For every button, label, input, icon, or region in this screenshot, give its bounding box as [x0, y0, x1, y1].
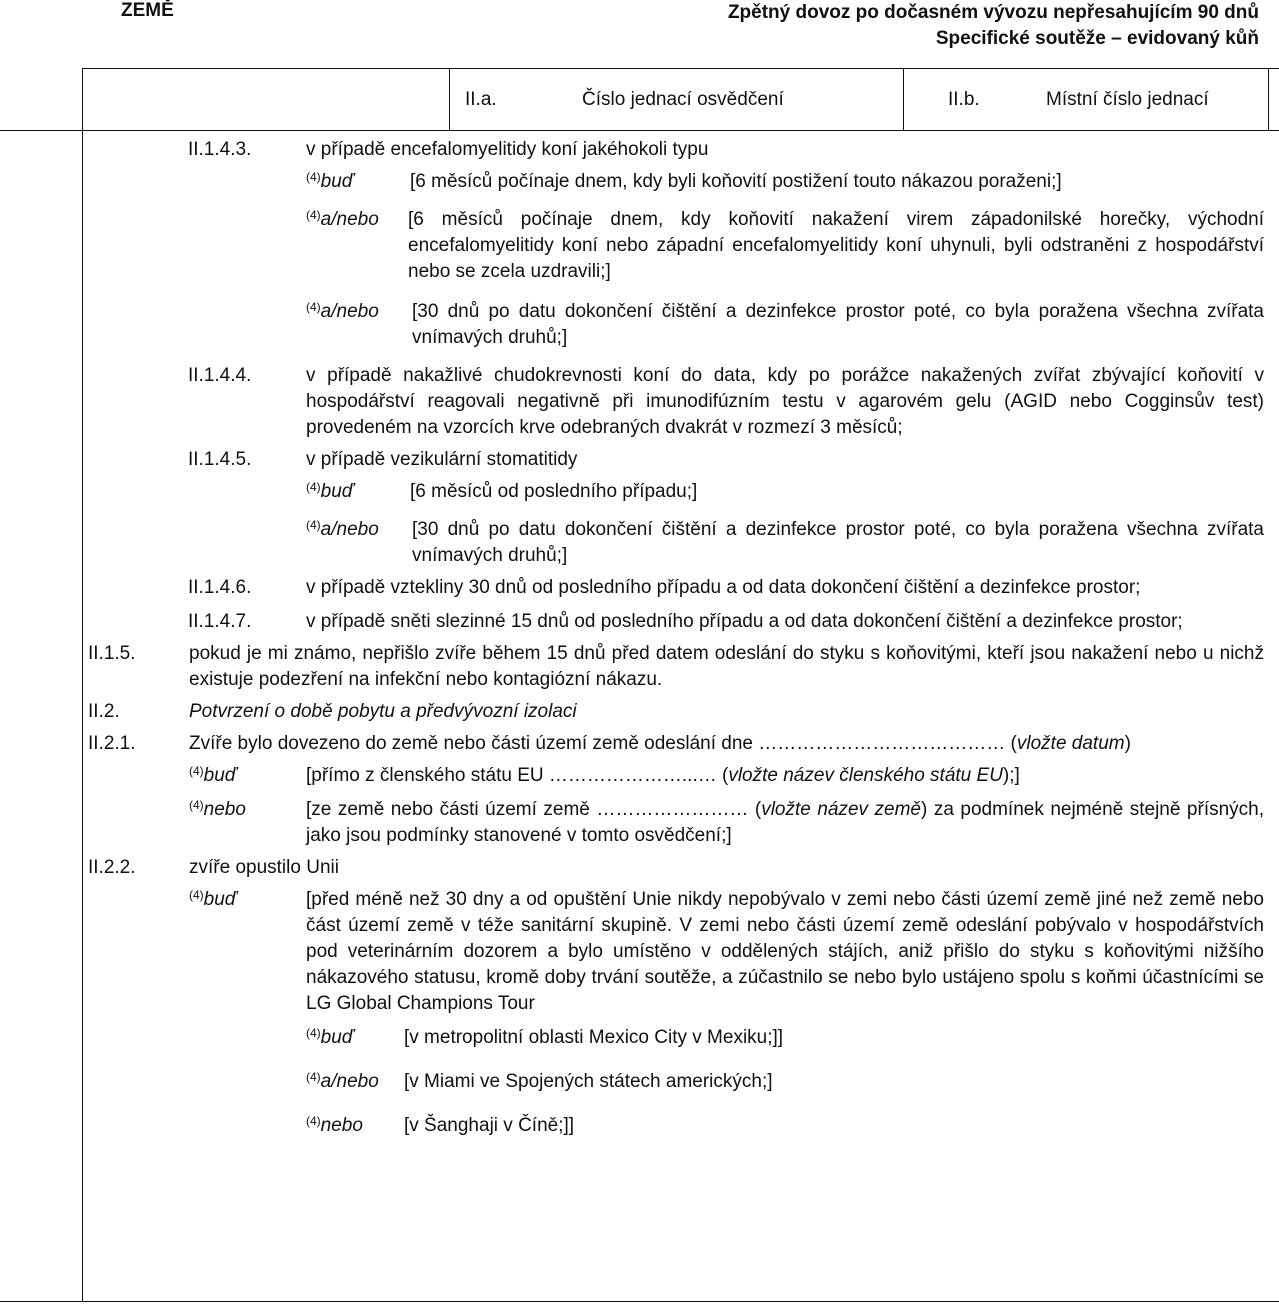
option-label: $^{(4)}$buď	[306, 480, 354, 502]
option-row	[306, 517, 1264, 569]
option-label: $^{(4)}$nebo	[306, 1114, 363, 1136]
page-bottom-border	[0, 1301, 1279, 1302]
right-border	[1268, 68, 1269, 130]
footnote-ref: (4)	[306, 170, 321, 184]
section-II-1-4-3	[82, 137, 1264, 163]
certificate-number-code: II.a.	[465, 89, 497, 110]
section-II-2	[82, 699, 1264, 725]
sub-option-row	[306, 1025, 1264, 1051]
option-row	[306, 207, 1264, 285]
section-number: II.2.	[88, 701, 120, 722]
footnote-ref: (4)	[306, 480, 321, 494]
section-text: Zvíře bylo dovezeno do země nebo části území země odeslání dne ………………………………… (vložte datum)	[189, 733, 1131, 754]
option-text: [v Šanghaji v Číně;]]	[404, 1115, 575, 1136]
document-title-line-1: Zpětný dovoz po dočasném vývozu nepřesahujícím 90 dnů	[727, 2, 1259, 23]
document-title-line-2: Specifické soutěže – evidovaný kůň	[935, 28, 1259, 49]
section-number: II.1.4.3.	[188, 139, 252, 160]
section-text: v případě vezikulární stomatitidy	[306, 449, 578, 470]
option-row	[189, 763, 1264, 789]
footnote-ref: (4)	[306, 518, 321, 532]
option-row	[189, 887, 1264, 1017]
option-label: $^{(4)}$buď	[189, 764, 237, 786]
section-text: zvíře opustilo Unii	[189, 857, 339, 878]
section-text: v případě vztekliny 30 dnů od posledního případu a od data dokončení čištění a dezinfekce prostor;	[306, 577, 1141, 598]
section-text: v případě sněti slezinné 15 dnů od posledního případu a od data dokončení čištění a dezinfekce prostor;	[306, 611, 1183, 632]
option-label: $^{(4)}$buď	[306, 170, 354, 192]
section-text: v případě nakažlivé chudokrevnosti koní do data, kdy po porážce nakažených zvířat zbývající koňovití v hospodářství reagovali negativně při imunodifúzním testu v agarovém gelu (AGID nebo Cogginsův test) provedeném na vzorcích krve odebraných dvakrát v rozmezí 3 měsíců;	[306, 365, 1264, 438]
section-number: II.1.4.4.	[188, 365, 252, 386]
option-row	[306, 169, 1264, 195]
option-text: [v Miami ve Spojených státech amerických;]	[404, 1071, 773, 1092]
table-top-border	[82, 68, 1279, 69]
option-text: [před méně než 30 dny a od opuštění Unie nikdy nepobývalo v zemi nebo části území země jiné než země nebo část území země v téže sanitární skupině. V zemi nebo části území země odeslání pobývalo v hospodářstvích pod veterinárním dozorem a bylo umístěno v oddělených stájích, aniž přišlo do styku s koňovitými nižšího nákazového statusu, kromě doby trvání soutěže, a zúčastnilo se nebo bylo ustájeno spolu s koňmi účastnícími se LG Global Champions Tour	[306, 889, 1264, 1014]
footnote-ref: (4)	[189, 798, 204, 812]
section-II-1-4-5	[82, 447, 1264, 473]
footnote-ref: (4)	[306, 1026, 321, 1040]
header-divider-2	[903, 68, 904, 130]
local-reference-cell	[948, 74, 1266, 126]
option-text: [6 měsíců od posledního případu;]	[410, 481, 698, 502]
sub-option-row	[306, 1069, 1264, 1095]
section-heading: Potvrzení o době pobytu a předvývozní izolaci	[189, 701, 577, 722]
option-row	[306, 479, 1264, 505]
option-text: [ze země nebo části území země …………………… (vložte název země) za podmínek nejméně stejně přísných, jako jsou podmínky stanovené v tomto osvědčení;]	[306, 799, 1265, 846]
footnote-ref: (4)	[306, 300, 321, 314]
option-row	[189, 797, 1264, 849]
sub-option-row	[306, 1113, 1264, 1139]
footnote-ref: (4)	[306, 1114, 321, 1128]
section-number: II.1.4.7.	[188, 611, 252, 632]
certificate-number-cell	[465, 74, 895, 126]
local-reference-code: II.b.	[948, 89, 980, 110]
section-II-1-4-6	[82, 575, 1264, 601]
option-text: [6 měsíců počínaje dnem, kdy byli koňovití postižení touto nákazou poraženi;]	[410, 171, 1062, 192]
section-number: II.2.1.	[88, 733, 136, 754]
option-label: $^{(4)}$buď	[306, 1026, 354, 1048]
local-reference-label: Místní číslo jednací	[1046, 89, 1209, 110]
certificate-number-label: Číslo jednací osvědčení	[582, 89, 784, 110]
section-number: II.2.2.	[88, 857, 136, 878]
section-number: II.1.4.6.	[188, 577, 252, 598]
option-label: $^{(4)}$nebo	[189, 798, 246, 820]
option-row	[306, 299, 1264, 351]
certificate-body	[82, 131, 1264, 1139]
section-II-2-1	[82, 731, 1264, 757]
footnote-ref: (4)	[189, 764, 204, 778]
option-text: [30 dnů po datu dokončení čištění a dezinfekce prostor poté, co byla poražena všechna zvířata vnímavých druhů;]	[412, 519, 1264, 566]
option-text: [v metropolitní oblasti Mexico City v Mexiku;]]	[404, 1027, 784, 1048]
option-label: $^{(4)}$a/nebo	[306, 208, 379, 230]
section-number: II.1.4.5.	[188, 449, 252, 470]
section-II-1-4-4	[82, 363, 1264, 441]
section-II-1-4-7	[82, 609, 1264, 635]
option-label: $^{(4)}$buď	[189, 888, 237, 910]
header-divider-1	[449, 68, 450, 130]
section-text: v případě encefalomyelitidy koní jakéhokoli typu	[306, 139, 709, 160]
option-label: $^{(4)}$a/nebo	[306, 300, 379, 322]
section-II-2-2	[82, 855, 1264, 881]
country-label: ZEMĚ	[121, 0, 174, 21]
option-text: [6 měsíců počínaje dnem, kdy koňovití nakažení virem západonilské horečky, východní encefalomyelitidy koní nebo západní encefalomyelitidy koní uhynuli, byli odstraněni z hospodářství nebo se zcela uzdravili;]	[408, 209, 1264, 282]
option-label: $^{(4)}$a/nebo	[306, 518, 379, 540]
document-title	[728, 0, 1259, 52]
option-text: [přímo z členského státu EU …………………...… (vložte název členského státu EU);]	[306, 765, 1020, 786]
footnote-ref: (4)	[306, 208, 321, 222]
footnote-ref: (4)	[189, 888, 204, 902]
option-label: $^{(4)}$a/nebo	[306, 1070, 379, 1092]
footnote-ref: (4)	[306, 1070, 321, 1084]
option-text: [30 dnů po datu dokončení čištění a dezinfekce prostor poté, co byla poražena všechna zvířata vnímavých druhů;]	[412, 301, 1264, 348]
section-text: pokud je mi známo, nepřišlo zvíře během 15 dnů před datem odeslání do styku s koňovitými, kteří jsou nakažení nebo u nichž existuje podezření na infekční nebo kontagiózní nákazu.	[189, 643, 1264, 690]
section-II-1-5	[82, 641, 1264, 693]
section-number: II.1.5.	[88, 643, 136, 664]
